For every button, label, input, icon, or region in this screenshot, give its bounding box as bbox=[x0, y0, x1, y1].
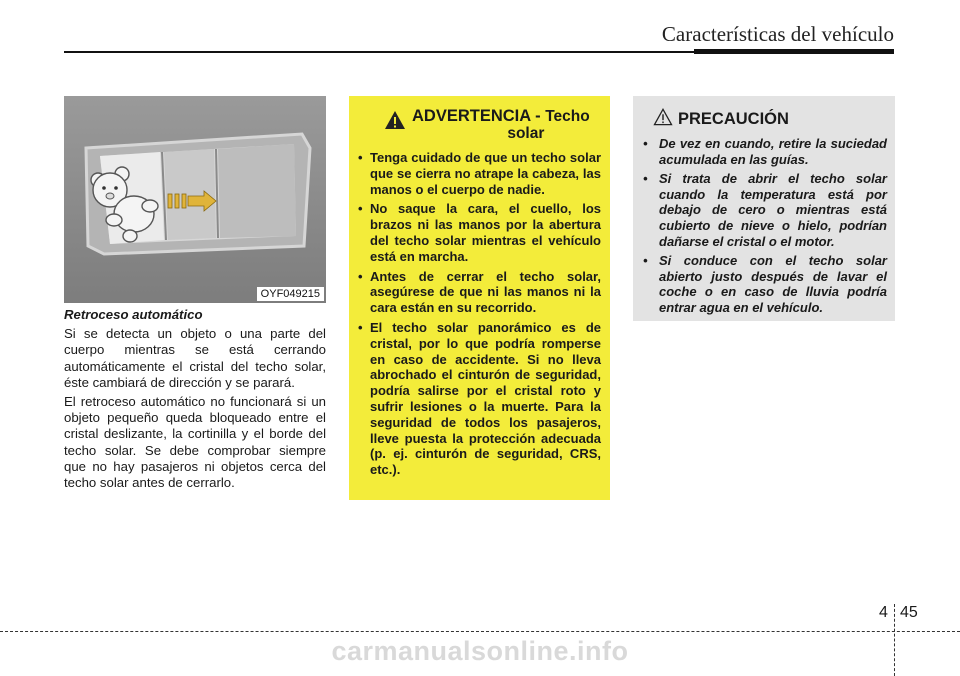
warning-list bbox=[358, 150, 601, 478]
header-divider bbox=[64, 51, 894, 53]
warning-box bbox=[349, 96, 610, 500]
sunroof-illustration bbox=[64, 96, 326, 303]
paragraph: El retroceso automático no funcionará si un objeto pequeño queda bloqueado entre el cristal deslizante, la cortinilla y el borde del techo solar. Se debe comprobar siempre que no hay pasajeros ni objetos cerca del techo solar antes de cerrarlo. bbox=[64, 394, 326, 491]
paragraph: Si se detecta un objeto o una parte del cuerpo mientras se está cerrando automáticamente el cristal del techo solar, éste cambiará de dirección y se parará. bbox=[64, 326, 326, 390]
body-text-column bbox=[64, 307, 326, 494]
list-item: • Si trata de abrir el techo solar cuando la temperatura está por debajo de cero o mientras está cubierto de nieve o hielo, podrían dañarse el cristal o el motor. bbox=[643, 171, 887, 249]
caution-icon bbox=[653, 108, 673, 126]
list-item: • No saque la cara, el cuello, los brazos ni las manos por la abertura del techo solar mientras el vehículo está en marcha. bbox=[358, 201, 601, 264]
list-item: • Antes de cerrar el techo solar, asegúrese de que ni las manos ni la cara están en su recorrido. bbox=[358, 269, 601, 316]
warning-icon bbox=[384, 110, 406, 130]
list-item: • El techo solar panorámico es de cristal, por lo que podría romperse en caso de accidente. Si no lleva abrochado el cinturón de seguridad, podría salirse por el cristal roto y sufrir lesiones o la muerte. Para la seguridad de todos los pasajeros, lleve puesta la protección adecuada (p. ej. cinturón de seguridad, CRS, etc.). bbox=[358, 320, 601, 478]
caution-header bbox=[643, 106, 887, 128]
caution-box bbox=[633, 96, 895, 321]
warning-header bbox=[358, 108, 601, 142]
watermark: carmanualsonline.info bbox=[331, 636, 629, 666]
list-item: • Si conduce con el techo solar abierto justo después de lavar el coche o en caso de lluvia podría entrar agua en el vehículo. bbox=[643, 253, 887, 315]
section-title: Características del vehículo bbox=[661, 22, 894, 46]
list-item: • Tenga cuidado de que un techo solar que se cierra no atrape la cabeza, las manos o el cuerpo de nadie. bbox=[358, 150, 601, 197]
caution-title: PRECAUCIÓN bbox=[678, 110, 789, 128]
chapter-number: 4 bbox=[879, 604, 888, 621]
warning-title: ADVERTENCIA - Techo solar bbox=[412, 107, 590, 142]
page-number: 45 bbox=[900, 604, 918, 621]
caution-list bbox=[643, 136, 887, 316]
figure-code: OYF049215 bbox=[257, 287, 324, 301]
subheading: Retroceso automático bbox=[64, 307, 203, 322]
footer-divider bbox=[0, 631, 960, 632]
list-item: • De vez en cuando, retire la suciedad acumulada en las guías. bbox=[643, 136, 887, 167]
